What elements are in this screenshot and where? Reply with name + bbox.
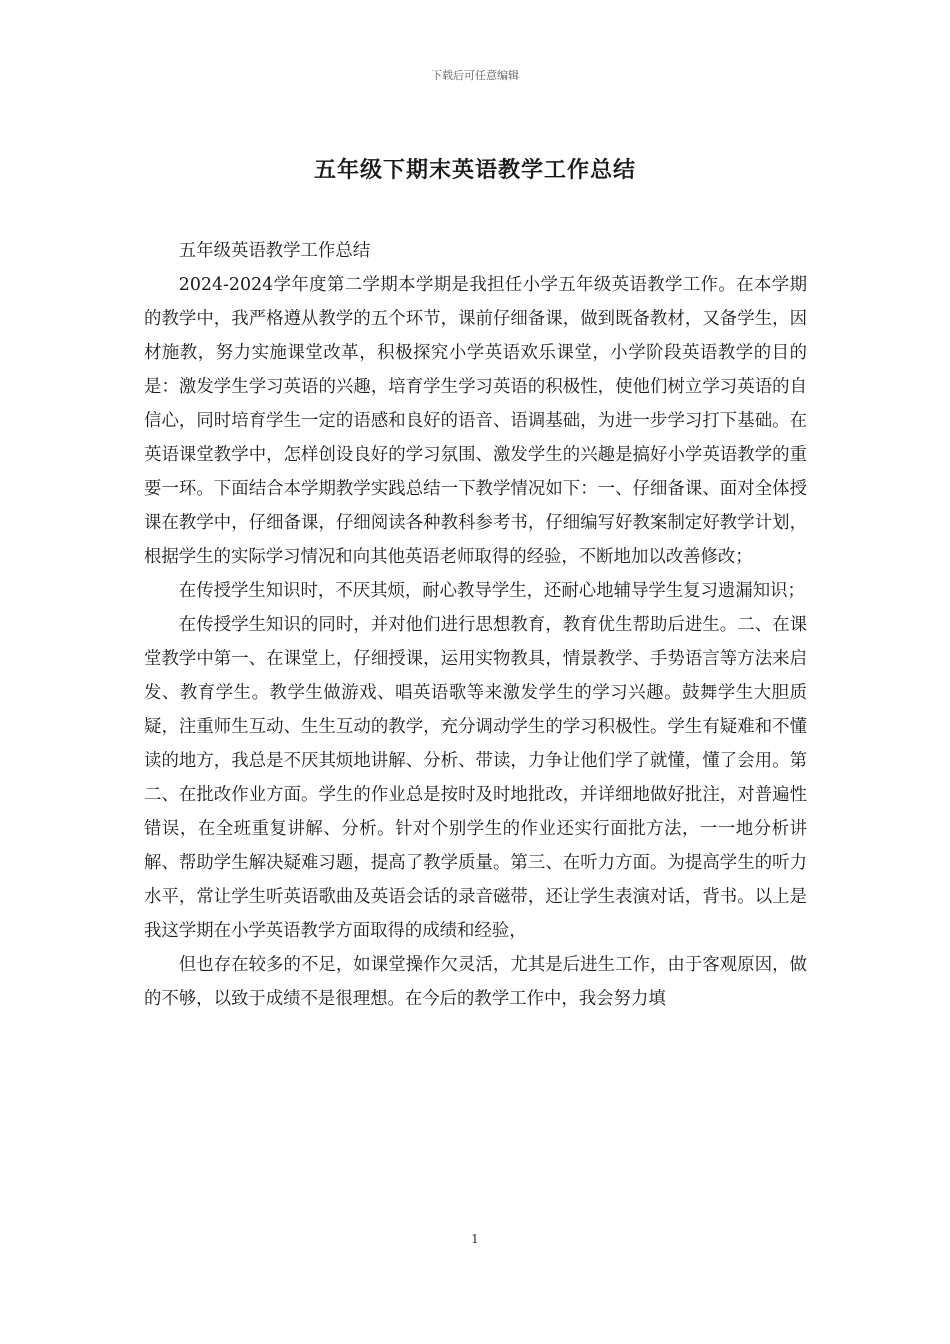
page-header-note: 下载后可任意编辑 xyxy=(431,69,519,82)
paragraph-subtitle: 五年级英语教学工作总结 xyxy=(178,241,371,261)
document-body xyxy=(144,234,807,1016)
paragraph: 在传授学生知识的同时，并对他们进行思想教育，教育优生帮助后进生。二、在课堂教学中第一、在课堂上，仔细授课，运用实物教具，情景教学、手势语言等方法来启发、教育学生。教学生做游戏、唱英语歌等来激发学生的学习兴趣。鼓舞学生大胆质疑，注重师生互动、生生互动的教学，充分调动学生的学习积极性。学生有疑难和不懂读的地方，我总是不厌其烦地讲解、分析、带读，力争让他们学了就懂，懂了会用。第二、在批改作业方面。学生的作业总是按时及时地批改，并详细地做好批注，对普遍性错误，在全班重复讲解、分析。针对个别学生的作业还实行面批方法，一一地分析讲解、帮助学生解决疑难习题，提高了教学质量。第三、在听力方面。为提高学生的听力水平，常让学生听英语歌曲及英语会话的录音磁带，还让学生表演对话，背书。以上是我这学期在小学英语教学方面取得的成绩和经验， xyxy=(144,615,807,941)
document-title: 五年级下期末英语教学工作总结 xyxy=(313,157,636,183)
paragraph: 但也存在较多的不足，如课堂操作欠灵活，尤其是后进生工作，由于客观原因，做的不够，以致于成绩不是很理想。在今后的教学工作中，我会努力填 xyxy=(144,955,807,1009)
paragraph: 在传授学生知识时，不厌其烦，耐心教导学生，还耐心地辅导学生复习遗漏知识； xyxy=(178,581,805,601)
paragraph: 2024-2024学年度第二学期本学期是我担任小学五年级英语教学工作。在本学期的教学中，我严格遵从教学的五个环节，课前仔细备课，做到既备教材，又备学生，因材施教，努力实施课堂改革，积极探究小学英语欢乐课堂，小学阶段英语教学的目的是：激发学生学习英语的兴趣，培育学生学习英语的积极性，使他们树立学习英语的自信心，同时培育学生一定的语感和良好的语音、语调基础，为进一步学习打下基础。在英语课堂教学中，怎样创设良好的学习氛围、激发学生的兴趣是搞好小学英语教学的重要一环。下面结合本学期教学实践总结一下教学情况如下：一、仔细备课、面对全体授课在教学中，仔细备课，仔细阅读各种教科参考书，仔细编写好教案制定好教学计划，根据学生的实际学习情况和向其他英语老师取得的经验，不断地加以改善修改； xyxy=(144,275,807,567)
page-number: 1 xyxy=(471,1232,479,1246)
